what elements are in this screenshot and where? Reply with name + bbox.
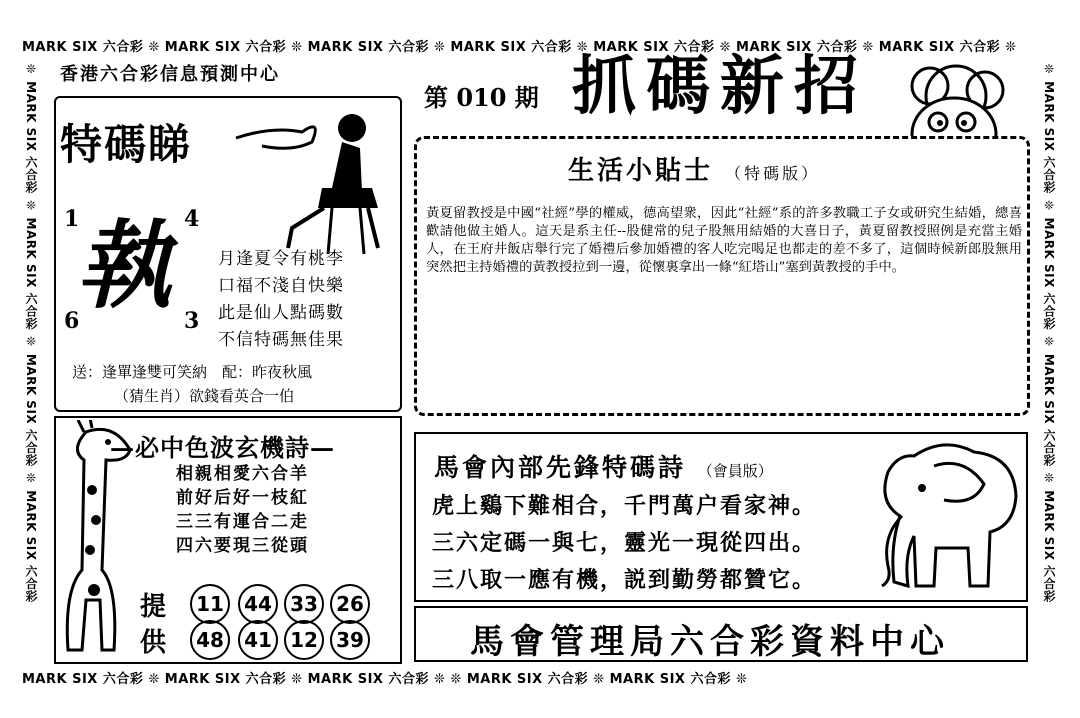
number-top-right: 4: [184, 206, 200, 232]
color-poem: [176, 462, 309, 558]
horse-poem-subtitle: （會員版）: [697, 462, 773, 480]
poem-line: 月逢夏令有桃李: [218, 249, 344, 269]
color-poem-title: —必中色波玄機詩—: [110, 433, 335, 462]
poem-line: 口福不淺自快樂: [218, 276, 344, 296]
poem-line: 此是仙人點碼數: [218, 303, 344, 323]
issue-number: 第 010 期: [424, 83, 539, 112]
right-border-text: ❊ MARK SIX 六合彩 ❊ MARK SIX 六合彩 ❊ MARK SIX 六合彩 ❊ MARK SIX 六合彩: [1042, 62, 1056, 603]
number-ball: 33: [284, 584, 324, 624]
poem-line: 三八取一應有機，説到勤勞都贊它。: [432, 567, 817, 593]
row-label-2: 供: [140, 628, 167, 658]
number-ball: 26: [330, 584, 370, 624]
center-name: 香港六合彩信息預測中心: [60, 64, 280, 85]
number-bottom-right: 3: [184, 308, 200, 334]
footer-title: 馬會管理局六合彩資料中心: [470, 622, 950, 662]
number-top-left: 1: [64, 206, 80, 232]
left-border-text: ❊ MARK SIX 六合彩 ❊ MARK SIX 六合彩 ❊ MARK SIX 六合彩 ❊ MARK SIX 六合彩: [24, 62, 38, 603]
elephant-icon: [874, 436, 1022, 596]
number-bottom-left: 6: [64, 308, 80, 334]
panel-title: 特碼睇: [60, 120, 193, 169]
horse-poem-title-text: 馬會內部先鋒特碼詩: [434, 453, 687, 482]
tips-story: 黃夏留教授是中國“社經”學的權威，德高望衆，因此“社經”系的許多教職工子女或研究生結婚，總喜歡請他做主婚人。這天是系主任--股健常的兒子股無用結婚的大喜日子，黃夏留教授照例是充當主婚人，在王府井飯店舉行完了婚禮后參加婚禮的客人吃完喝足也都走的差不多了，這個時候新郎股無用突然把主持婚禮的黃教授拉到一邊，從懷裏拿出一條“紅塔山”塞到黃教授的手中。: [426, 206, 1022, 275]
send-line: 送：逢單逢雙可笑納 配：昨夜秋風: [72, 363, 313, 381]
number-ball: 39: [330, 620, 370, 660]
poem-line: 三六定碼一與七，靈光一現從四出。: [432, 530, 817, 556]
horse-poem-title: [434, 448, 773, 484]
poem-line: 四六要現三從頭: [176, 536, 309, 556]
poem-line: 前好后好一枝紅: [176, 488, 309, 508]
riddle-row: [54, 383, 398, 408]
number-ball: 48: [190, 620, 230, 660]
row-label-1: 提: [140, 592, 167, 622]
top-border-text: MARK SIX 六合彩 ❊ MARK SIX 六合彩 ❊ MARK SIX 六合彩 ❊ MARK SIX 六合彩 ❊ MARK SIX 六合彩 ❊ MARK SIX 六合彩 ❊ MARK SIX 六合彩 ❊: [22, 40, 1017, 55]
tips-subtitle: （特碼版）: [725, 164, 821, 183]
left-poem: [218, 246, 344, 354]
poem-line: 虎上鷄下難相合，千門萬户看家神。: [432, 493, 817, 519]
poem-line: 三三有運合二走: [176, 512, 309, 532]
tips-title-text: 生活小貼士: [568, 156, 714, 186]
tips-title: [568, 150, 820, 187]
horse-poem: [432, 488, 816, 599]
dancer-figure-icon: [232, 108, 394, 258]
number-ball: 44: [238, 584, 278, 624]
poem-line: 相親相愛六合羊: [176, 464, 309, 484]
poem-line: 不信特碼無佳果: [218, 330, 344, 350]
main-title: 抓碼新招: [572, 49, 868, 124]
riddle-line: （猜生肖）欲錢看英合一伯: [114, 387, 295, 405]
big-character: 執: [76, 209, 172, 322]
bottom-border-text: MARK SIX 六合彩 ❊ MARK SIX 六合彩 ❊ MARK SIX 六合彩 ❊ ❊ MARK SIX 六合彩 ❊ MARK SIX 六合彩 ❊: [22, 672, 748, 687]
number-ball: 12: [284, 620, 324, 660]
number-ball: 41: [238, 620, 278, 660]
number-ball: 11: [190, 584, 230, 624]
